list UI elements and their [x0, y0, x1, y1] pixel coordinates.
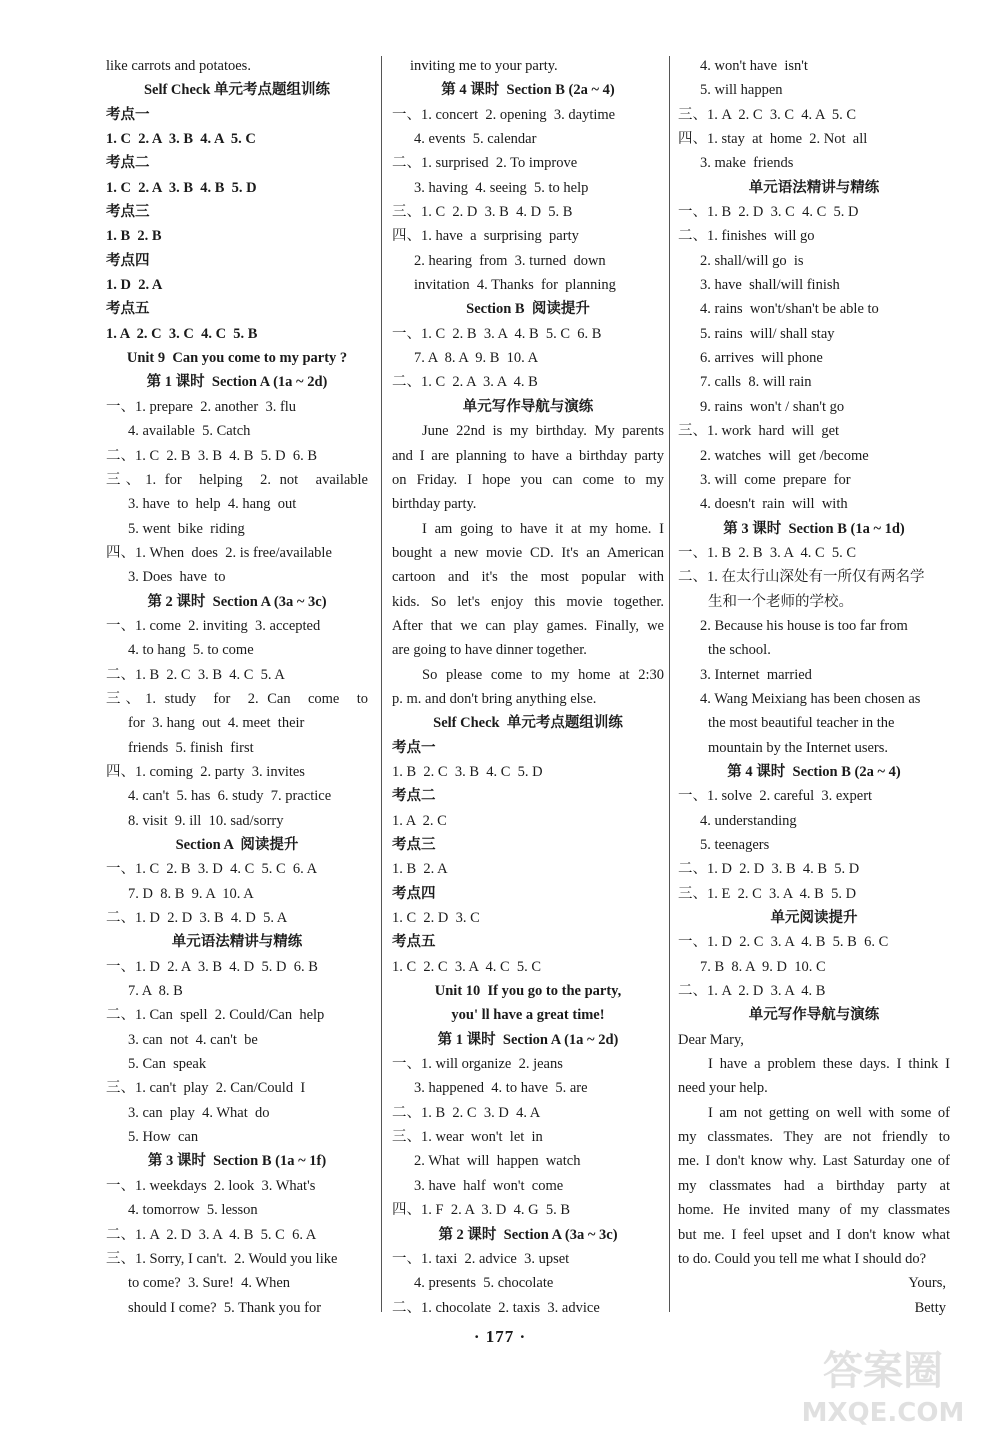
answer-line: 2. shall/will go is	[700, 252, 804, 269]
answer-column-1	[106, 54, 368, 1320]
answer-line: 1. B 2. C 3. B 4. C 5. D	[392, 763, 543, 780]
answer-line: 3. make friends	[700, 155, 794, 172]
answer-line: birthday party.	[392, 496, 477, 513]
answer-line: 4. understanding	[700, 812, 797, 829]
answer-line: 2. What will happen watch	[414, 1153, 581, 1170]
section-heading: 单元阅读提升	[770, 910, 858, 927]
answer-line: 三、1. A 2. C 3. C 4. A 5. C	[678, 106, 857, 123]
section-heading: 1. C 2. A 3. B 4. B 5. D	[106, 179, 257, 196]
answer-line: 四、1. have a surprising party	[392, 228, 579, 245]
section-heading: 单元语法精讲与精练	[171, 934, 303, 951]
answer-line: 一、1. B 2. B 3. A 4. C 5. C	[678, 544, 857, 561]
answer-line: 三、1. can't play 2. Can/Could I	[106, 1080, 306, 1097]
answer-line: 4. Wang Meixiang has been chosen as	[700, 690, 921, 707]
section-heading: Unit 10 If you go to the party,	[434, 983, 622, 1000]
answer-line: 2. hearing from 3. turned down	[414, 252, 606, 269]
answer-line: 一、1. solve 2. careful 3. expert	[678, 788, 873, 805]
answer-line: p. m. and don't bring anything else.	[392, 690, 597, 707]
answer-line: 生和一个老师的学校。	[708, 593, 853, 610]
answer-line: cartoon and it's the most popular with	[392, 569, 664, 586]
section-heading: 单元语法精讲与精练	[748, 179, 880, 196]
section-heading: 考点二	[392, 788, 436, 805]
answer-line: should I come? 5. Thank you for	[128, 1299, 322, 1316]
answer-line: Yours,	[908, 1275, 946, 1292]
answer-line: 4. rains won't/shan't be able to	[700, 301, 879, 318]
answer-line: So please come to my home at 2:30	[422, 666, 664, 683]
answer-line: 二、1. D 2. D 3. B 4. D 5. A	[106, 910, 288, 927]
answer-line: 2. watches will get /become	[700, 447, 869, 464]
section-heading: 考点五	[106, 301, 150, 318]
section-heading: 单元写作导航与演练	[462, 398, 594, 415]
answer-line: 6. arrives will phone	[700, 350, 823, 367]
section-heading: Unit 9 Can you come to my party ?	[126, 350, 348, 367]
section-heading: Section B 阅读提升	[466, 301, 590, 318]
answer-line: 5. rains will/ shall stay	[700, 325, 835, 342]
column-divider	[381, 56, 382, 1312]
answer-line: kids. So let's enjoy this movie together.	[392, 593, 664, 610]
answer-line: bought a new movie CD. It's an American	[392, 544, 664, 561]
section-heading: 1. A 2. C 3. C 4. C 5. B	[106, 325, 258, 342]
section-heading: 1. D 2. A	[106, 277, 163, 294]
answer-line: me. I don't know why. Last Saturday one of	[678, 1153, 950, 1170]
answer-line: for 3. hang out 4. meet their	[128, 715, 305, 732]
answer-line: 8. visit 9. ill 10. sad/sorry	[128, 812, 284, 829]
answer-line: 7. A 8. A 9. B 10. A	[414, 350, 539, 367]
answer-line: 四、1. F 2. A 3. D 4. G 5. B	[392, 1202, 571, 1219]
section-heading: 考点三	[392, 837, 436, 853]
answer-line: 7. D 8. B 9. A 10. A	[128, 885, 254, 902]
answer-line: 1. C 2. D 3. C	[392, 910, 480, 927]
answer-line: 二、1. 在太行山深处有一所仅有两名学	[678, 569, 925, 586]
answer-line: 二、1. A 2. D 3. A 4. B 5. C 6. A	[106, 1226, 317, 1243]
watermark-bottom: MXQE.COM	[801, 1398, 965, 1428]
answer-line: 4. can't 5. has 6. study 7. practice	[128, 788, 332, 805]
answer-line: 3. have shall/will finish	[700, 277, 840, 294]
answer-line: 二、1. chocolate 2. taxis 3. advice	[392, 1299, 600, 1316]
section-heading: 考点三	[106, 204, 150, 221]
answer-line: 三、1. Sorry, I can't. 2. Would you like	[106, 1250, 338, 1267]
answer-line: 3. have to help 4. hang out	[128, 496, 297, 513]
answer-line: mountain by the Internet users.	[708, 739, 888, 756]
answer-line: 二、1. D 2. D 3. B 4. B 5. D	[678, 861, 860, 878]
answer-line: 一、1. weekdays 2. look 3. What's	[106, 1177, 316, 1194]
answer-line: 3. will come prepare for	[700, 471, 851, 488]
answer-line: 四、1. When does 2. is free/available	[106, 544, 332, 561]
answer-line: 9. rains won't / shan't go	[700, 398, 845, 415]
section-heading: 考点一	[106, 106, 150, 123]
answer-line: to come? 3. Sure! 4. When	[128, 1275, 291, 1292]
answer-line: 4. doesn't rain will with	[700, 496, 848, 513]
answer-line: I have a problem these days. I think I	[708, 1056, 950, 1073]
section-heading: you' ll have a great time!	[451, 1007, 605, 1024]
section-heading: 第 4 课时 Section B (2a ~ 4)	[441, 82, 615, 99]
answer-line: 二、1. B 2. C 3. D 4. A	[392, 1104, 541, 1121]
section-heading: 考点四	[392, 885, 436, 902]
answer-line: 四、1. stay at home 2. Not all	[678, 131, 868, 148]
answer-line: 一、1. D 2. A 3. B 4. D 5. D 6. B	[106, 958, 318, 975]
answer-line: 二、1. finishes will go	[678, 228, 815, 245]
answer-line: inviting me to your party.	[410, 58, 558, 74]
answer-line: 5. went bike riding	[128, 520, 245, 537]
section-heading: 1. C 2. A 3. B 4. A 5. C	[106, 131, 256, 148]
answer-line: my classmates. They are not friendly to	[678, 1129, 950, 1146]
section-heading: 1. B 2. B	[106, 228, 162, 245]
answer-line: 1. A 2. C	[392, 812, 447, 829]
answer-line: 4. events 5. calendar	[414, 131, 537, 148]
answer-line: like carrots and potatoes.	[106, 58, 251, 74]
section-heading: 第 3 课时 Section B (1a ~ 1d)	[723, 520, 905, 537]
answer-line: 三、1. work hard will get	[678, 423, 840, 440]
answer-line: 一、1. taxi 2. advice 3. upset	[392, 1250, 570, 1267]
answer-line: 1. C 2. C 3. A 4. C 5. C	[392, 958, 542, 975]
answer-line: 2. Because his house is too far from	[700, 617, 908, 634]
section-heading: 第 4 课时 Section B (2a ~ 4)	[727, 763, 901, 780]
answer-line: 4. available 5. Catch	[128, 423, 251, 440]
answer-line: 5. teenagers	[700, 837, 770, 853]
section-heading: 考点二	[106, 155, 150, 172]
answer-line: 5. Can speak	[128, 1056, 207, 1073]
answer-line: 二、1. C 2. B 3. B 4. B 5. D 6. B	[106, 447, 318, 464]
answer-line: 二、1. surprised 2. To improve	[392, 155, 578, 172]
answer-line: I am not getting on well with some of	[708, 1104, 950, 1121]
answer-line: 3. have half won't come	[414, 1177, 564, 1194]
answer-line: 二、1. B 2. C 3. B 4. C 5. A	[106, 666, 285, 683]
answer-line: 7. A 8. B	[128, 983, 183, 1000]
answer-line: 3. having 4. seeing 5. to help	[414, 179, 589, 196]
section-heading: 单元写作导航与演练	[748, 1007, 880, 1024]
answer-line: to do. Could you tell me what I should do?	[678, 1250, 927, 1267]
answer-line: 一、1. come 2. inviting 3. accepted	[106, 617, 321, 634]
answer-line: 三、1. study for 2. Can come to	[106, 690, 368, 707]
page-number: · 177 ·	[473, 1327, 527, 1346]
answer-line: 4. won't have isn't	[700, 58, 808, 74]
section-heading: 第 2 课时 Section A (3a ~ 3c)	[147, 593, 327, 610]
section-heading: Self Check 单元考点题组训练	[143, 82, 331, 99]
answer-column-3	[678, 54, 950, 1320]
answer-line: 三、1. E 2. C 3. A 4. B 5. D	[678, 885, 857, 902]
answer-line: 4. to hang 5. to come	[128, 642, 254, 659]
answer-line: 三、1. C 2. D 3. B 4. D 5. B	[392, 204, 573, 221]
answer-line: 二、1. Can spell 2. Could/Can help	[106, 1007, 325, 1024]
answer-column-2	[392, 54, 664, 1320]
watermark-logo	[781, 1339, 986, 1429]
answer-line: 一、1. C 2. B 3. A 4. B 5. C 6. B	[392, 325, 602, 342]
answer-line: are going to have dinner together.	[392, 642, 587, 659]
answer-line: 一、1. C 2. B 3. D 4. C 5. C 6. A	[106, 861, 318, 878]
answer-line: 7. B 8. A 9. D 10. C	[700, 958, 826, 975]
answer-line: 3. can not 4. can't be	[128, 1031, 258, 1048]
watermark-top: 答案圈	[823, 1348, 943, 1394]
answer-line: Betty	[914, 1299, 946, 1316]
answer-line: the school.	[708, 642, 771, 659]
answer-line: 三、1. wear won't let in	[392, 1129, 543, 1146]
answer-line: 3. Does have to	[128, 569, 226, 586]
answer-line: 5. How can	[128, 1129, 199, 1146]
answer-line: Dear Mary,	[678, 1031, 744, 1048]
answer-line: invitation 4. Thanks for planning	[414, 277, 616, 294]
answer-line: 3. happened 4. to have 5. are	[414, 1080, 588, 1097]
section-heading: 第 1 课时 Section A (1a ~ 2d)	[437, 1031, 619, 1048]
answer-line: After that we can play games. Finally, we	[392, 617, 664, 634]
answer-line: I am going to have it at my home. I	[422, 520, 664, 537]
answer-line: 一、1. prepare 2. another 3. flu	[106, 398, 297, 415]
section-heading: 考点四	[106, 252, 150, 269]
answer-line: home. He invited many of my classmates	[678, 1202, 950, 1219]
section-heading: 第 1 课时 Section A (1a ~ 2d)	[146, 374, 328, 391]
answer-line: 一、1. will organize 2. jeans	[392, 1056, 563, 1073]
answer-line: 一、1. concert 2. opening 3. daytime	[392, 106, 616, 123]
section-heading: Self Check 单元考点题组训练	[433, 715, 623, 732]
answer-line: 5. will happen	[700, 82, 783, 99]
answer-line: on Friday. I hope you can come to my	[392, 471, 664, 488]
answer-line: and I are planning to have a birthday party	[392, 447, 664, 464]
answer-line: 二、1. C 2. A 3. A 4. B	[392, 374, 538, 391]
answer-line: 二、1. A 2. D 3. A 4. B	[678, 983, 826, 1000]
answer-line: my classmates had a birthday party at	[678, 1177, 950, 1194]
answer-line: 四、1. coming 2. party 3. invites	[106, 763, 305, 780]
section-heading: 第 3 课时 Section B (1a ~ 1f)	[147, 1153, 327, 1170]
column-divider	[669, 56, 670, 1312]
section-heading: 考点五	[392, 934, 436, 951]
answer-line: need your help.	[678, 1080, 768, 1097]
answer-line: 3. can play 4. What do	[128, 1104, 270, 1121]
answer-line: 3. Internet married	[700, 666, 812, 683]
answer-line: June 22nd is my birthday. My parents	[422, 423, 664, 440]
answer-line: 1. B 2. A	[392, 861, 448, 878]
answer-line: 一、1. D 2. C 3. A 4. B 5. B 6. C	[678, 934, 889, 951]
answer-line: 7. calls 8. will rain	[700, 374, 812, 391]
section-heading: Section A 阅读提升	[175, 837, 299, 853]
answer-line: 4. tomorrow 5. lesson	[128, 1202, 258, 1219]
answer-line: 三、1. for helping 2. not available	[106, 471, 368, 488]
section-heading: 第 2 课时 Section A (3a ~ 3c)	[438, 1226, 618, 1243]
section-heading: 考点一	[392, 739, 436, 756]
answer-line: 4. presents 5. chocolate	[414, 1275, 554, 1292]
answer-line: but me. I feel upset and I don't know what	[678, 1226, 950, 1243]
answer-line: 一、1. B 2. D 3. C 4. C 5. D	[678, 204, 859, 221]
answer-line: friends 5. finish first	[128, 739, 254, 756]
answer-line: the most beautiful teacher in the	[708, 715, 895, 732]
